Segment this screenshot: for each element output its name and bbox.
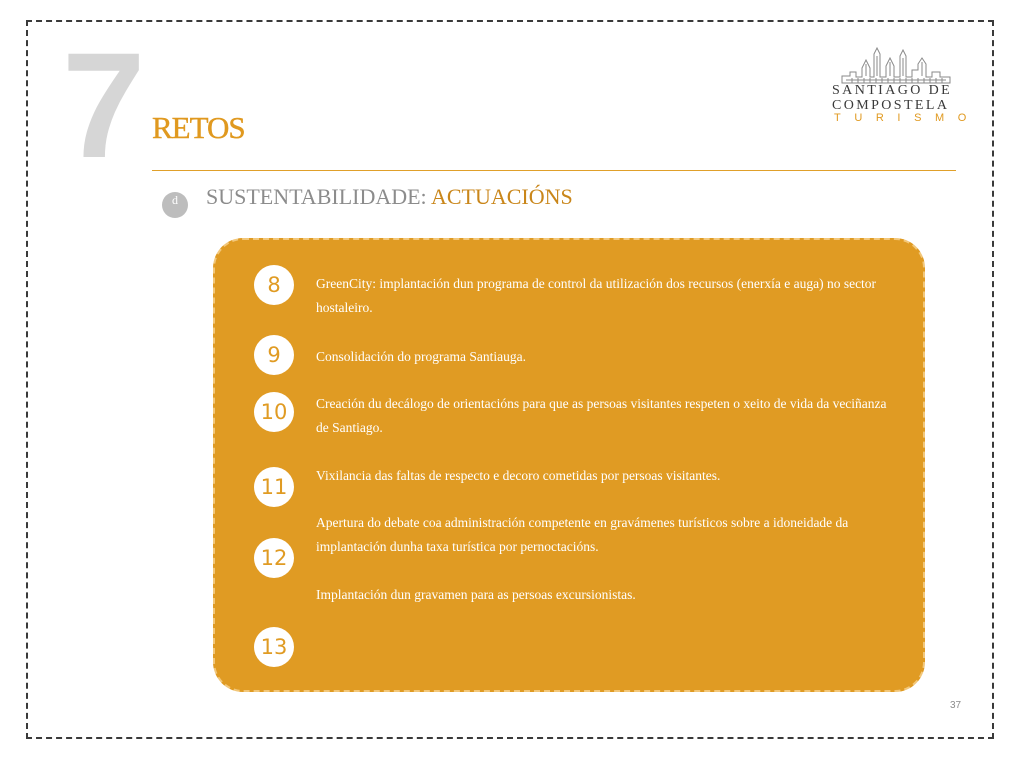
subtitle: [206, 184, 573, 210]
action-number-10: 10: [254, 392, 294, 432]
page-number: 37: [950, 700, 962, 711]
action-number-12: 12: [254, 538, 294, 578]
action-text-13: Implantación dun gravamen para as persoas excursionistas.: [316, 587, 636, 602]
section-title: RETOS: [152, 110, 245, 145]
title-divider: [152, 170, 956, 171]
action-number-9: 9: [254, 335, 294, 375]
santiago-turismo-logo: [832, 46, 980, 130]
chapter-number: 7: [62, 21, 142, 189]
subtitle-main: SUSTENTABILIDADE:: [206, 184, 431, 209]
action-text-11: Vixilancia das faltas de respecto e decoro cometidas por persoas visitantes.: [316, 468, 721, 483]
subtitle-accent: ACTUACIÓNS: [430, 184, 573, 209]
action-number-11: 11: [254, 467, 294, 507]
action-number-13: 13: [254, 627, 294, 667]
action-text-10: Creación du decálogo de orientacións para que as persoas visitantes respeten o xeito de vida da veciñanza de Santiago.: [316, 396, 887, 435]
action-text-9: Consolidación do programa Santiauga.: [316, 349, 526, 364]
subsection-badge: d: [162, 192, 188, 218]
logo-line-compostela: COMPOSTELA: [832, 98, 950, 113]
action-number-8: 8: [254, 265, 294, 305]
logo-line-santiago: SANTIAGO DE: [832, 83, 953, 98]
cathedral-skyline-icon: [840, 46, 952, 84]
logo-line-turismo: TURISMO: [834, 112, 980, 124]
action-text-12: Apertura do debate coa administración competente en gravámenes turísticos sobre a idoneidade da implantación dunha taxa turística por pernoctacións.: [316, 515, 849, 554]
action-text-8: GreenCity: implantación dun programa de control da utilización dos recursos (enerxía e auga) no sector hostaleiro.: [316, 276, 877, 315]
